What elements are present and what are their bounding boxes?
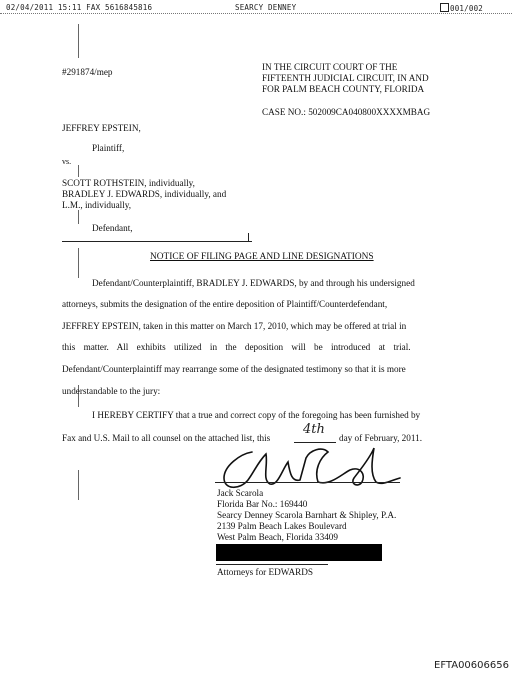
margin-line [78,24,79,58]
versus: vs. [62,157,72,166]
margin-line [78,210,79,224]
plaintiff-role: Plaintiff, [92,143,125,153]
signer-firm: Searcy Denney Scarola Barnhart & Shipley, P.A. [217,510,397,520]
notice-title: NOTICE OF FILING PAGE AND LINE DESIGNATIONS [150,252,374,262]
attorneys-rule [216,564,328,565]
signer-address-1: 2139 Palm Beach Lakes Boulevard [217,521,347,531]
paragraph-line: understandable to the jury: [62,386,161,396]
paragraph-line: Defendant/Counterplaintiff, BRADLEY J. EDWARDS, by and through his undersigned [92,278,415,288]
defendant-line-3: L.M., individually, [62,200,132,210]
margin-line [78,165,79,177]
certificate-day: 4th [303,422,325,437]
certificate-line-1: I HEREBY CERTIFY that a true and correct copy of the foregoing has been furnished by [92,410,421,420]
signer-name: Jack Scarola [217,488,264,498]
caption-rule [62,241,252,242]
fax-page-count [440,3,483,13]
defendant-line-1: SCOTT ROTHSTEIN, individually, [62,178,195,188]
fax-datetime: 02/04/2011 15:11 FAX 5616845816 [6,3,153,12]
court-line-2: FIFTEENTH JUDICIAL CIRCUIT, IN AND [262,73,429,83]
paragraph-line: this matter. All exhibits utilized in the deposition will be introduced at trial. [62,342,411,352]
document-id: EFTA00606656 [434,660,509,671]
fax-divider [0,13,512,14]
signature-line [215,482,400,483]
paragraph-line: Defendant/Counterplaintiff may rearrange some of the designated testimony so that it is more [62,364,406,374]
caption-rule-end [248,233,249,242]
redaction-block [216,544,382,561]
certificate-line-2: Fax and U.S. Mail to all counsel on the attached list, this [62,433,271,443]
fax-page-number: 001/002 [450,4,484,13]
defendant-line-2: BRADLEY J. EDWARDS, individually, and [62,189,227,199]
paragraph-line: attorneys, submits the designation of the entire deposition of Plaintiff/Counterdefendant, [62,299,388,309]
fax-check-icon [440,3,449,12]
fax-sender: SEARCY DENNEY [235,3,297,12]
file-number: #291874/mep [62,67,113,77]
attorneys-for: Attorneys for EDWARDS [217,567,313,577]
case-number: CASE NO.: 502009CA040800XXXXMBAG [262,107,431,117]
plaintiff-name: JEFFREY EPSTEIN, [62,123,141,133]
margin-line [78,248,79,278]
court-line-1: IN THE CIRCUIT COURT OF THE [262,62,398,72]
signer-bar-number: Florida Bar No.: 169440 [217,499,308,509]
margin-line [78,470,79,500]
paragraph-line: JEFFREY EPSTEIN, taken in this matter on March 17, 2010, which may be offered at trial in [62,321,407,331]
certificate-line-2-end: day of February, 2011. [339,433,423,443]
court-line-3: FOR PALM BEACH COUNTY, FLORIDA [262,84,425,94]
defendant-role: Defendant, [92,223,133,233]
signer-address-2: West Palm Beach, Florida 33409 [217,532,338,542]
